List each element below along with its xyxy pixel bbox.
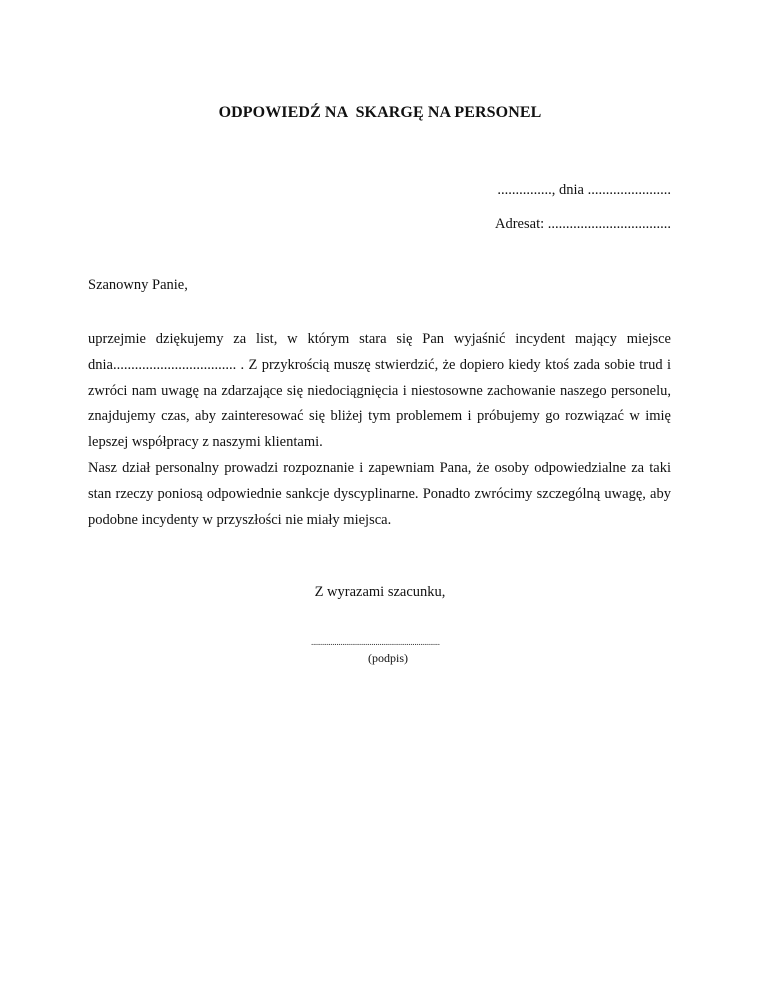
place-date-line: ..............., dnia ....................... [497,182,671,198]
signature-line: .................................................................. [311,637,440,647]
letter-title: ODPOWIEDŹ NA SKARGĘ NA PERSONEL [218,104,542,121]
body-paragraph-1: uprzejmie dziękujemy za list, w którym stara się Pan wyjaśnić incydent mający miejsce dnia.................................. . Z przykrością muszę stwierdzić, że dopiero kiedy ktoś zada sobie trud i zwróci nam uwagę na zdarzające się niedociągnięcia i niestosowne zachowanie naszego personelu, znajdujemy czas, aby zainteresować się bliżej tym problemem i próbujemy go rozwiązać w imię lepszej współpracy z naszymi klientami. [88,331,671,451]
closing-phrase: Z wyrazami szacunku, [314,584,446,600]
addressee-line: Adresat: .................................. [495,216,671,232]
body-paragraph-2: Nasz dział personalny prowadzi rozpoznanie i zapewniam Pana, że osoby odpowiedzialne za taki stan rzeczy poniosą odpowiednie sankcje dyscyplinarne. Ponadto zwrócimy szczególną uwagę, aby podobne incydenty w przyszłości nie miały miejsca. [88,459,671,528]
greeting: Szanowny Panie, [88,277,188,293]
letter-body [88,327,671,533]
signature-label: (podpis) [368,651,408,665]
